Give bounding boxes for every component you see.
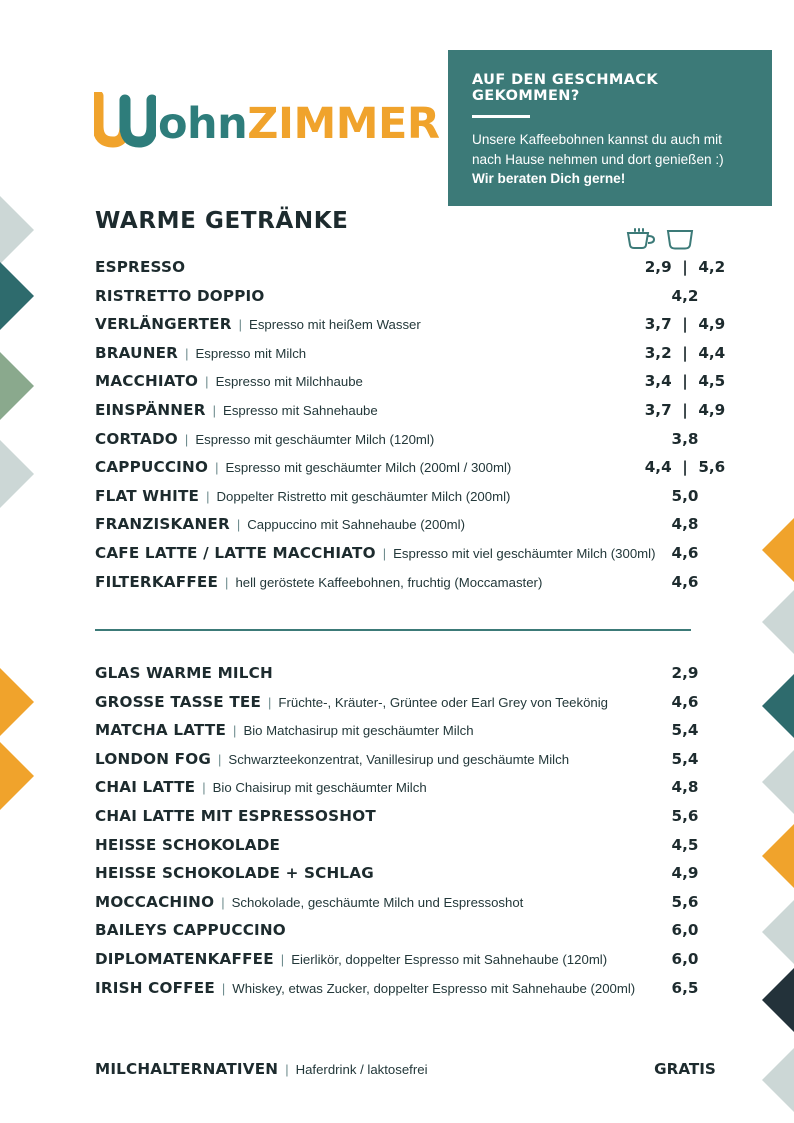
menu-item-price: 3,8 [671, 429, 699, 448]
chevron-shape [762, 672, 794, 740]
menu-item-separator: | [236, 517, 241, 533]
promo-line-1: Unsere Kaffeebohnen kannst du auch mit [472, 132, 722, 147]
promo-divider [472, 115, 530, 118]
chevron-shape [0, 352, 34, 420]
chevron-shape [0, 742, 34, 810]
menu-list-coffee [95, 258, 726, 601]
menu-item-name: CHAI LATTE [95, 778, 196, 797]
menu-item-description: Cappuccino mit Sahnehaube (200ml) [247, 517, 465, 533]
menu-item-separator: | [225, 574, 229, 590]
menu-item-price: 2,9 | 4,2 [644, 258, 726, 276]
menu-item-row [95, 315, 726, 344]
menu-item-description: Espresso mit Sahnehaube [223, 402, 378, 418]
menu-item-separator: | [221, 894, 225, 910]
menu-item-name: CAFE LATTE / LATTE MACCHIATO [95, 543, 376, 562]
menu-item-separator: | [285, 1062, 289, 1077]
chevron-shape [0, 196, 34, 264]
menu-item-row [95, 949, 699, 979]
menu-item-name: RISTRETTO DOPPIO [95, 286, 265, 305]
menu-item-name: BRAUNER [95, 343, 179, 362]
menu-item-description: Früchte-, Kräuter-, Grüntee oder Earl Grey von Teekönig [278, 694, 609, 710]
section-divider [95, 629, 691, 631]
menu-item-row [95, 1060, 716, 1089]
menu-item-row [95, 692, 699, 722]
menu-item-price: 3,4 | 4,5 [644, 372, 726, 391]
menu-item-description: Doppelter Ristretto mit geschäumter Milch (200ml) [216, 488, 511, 504]
menu-item-row [95, 286, 699, 316]
menu-item-row [95, 515, 699, 544]
menu-item-description: Bio Matchasirup mit geschäumter Milch [243, 723, 474, 739]
menu-item-description: Whiskey, etwas Zucker, doppelter Espresso mit Sahnehaube (200ml) [232, 980, 636, 996]
menu-item-description: hell geröstete Kaffeebohnen, fruchtig (Moccamaster) [235, 574, 543, 590]
menu-item-row [95, 978, 699, 1008]
menu-item-description: Haferdrink / laktosefrei [295, 1062, 428, 1077]
menu-item-description: Eierlikör, doppelter Espresso mit Sahnehaube (120ml) [291, 951, 608, 967]
menu-item-price: 2,9 [671, 664, 699, 682]
menu-item-price: 5,6 [671, 806, 699, 825]
menu-item-separator: | [205, 374, 209, 390]
menu-item-name: CHAI LATTE MIT ESPRESSOSHOT [95, 806, 376, 825]
menu-item-name: EINSPÄNNER [95, 400, 206, 419]
menu-item-row [95, 486, 699, 516]
menu-item-row [95, 400, 726, 430]
menu-item-row [95, 778, 699, 807]
menu-item-row [95, 458, 726, 487]
menu-item-separator: | [202, 780, 206, 796]
menu-item-description: Espresso mit geschäumter Milch (200ml / 300ml) [225, 460, 512, 476]
menu-item-name: MATCHA LATTE [95, 721, 227, 740]
menu-item-row [95, 343, 726, 373]
logo [94, 92, 440, 150]
menu-item-separator: | [382, 545, 387, 561]
menu-item-description: Bio Chaisirup mit geschäumter Milch [212, 780, 427, 796]
page-title: WARME GETRÄNKE [95, 208, 349, 234]
menu-item-separator: | [238, 317, 243, 333]
menu-item-price: 5,4 [671, 721, 699, 740]
chevron-shape [762, 822, 794, 890]
menu-item-price: 3,2 | 4,4 [644, 343, 726, 362]
menu-item-description: Espresso mit geschäumter Milch (120ml) [195, 431, 435, 447]
menu-item-separator: | [233, 723, 237, 739]
menu-item-price: 5,6 [671, 892, 699, 911]
menu-item-price: 6,0 [671, 921, 699, 940]
promo-box [448, 50, 772, 206]
menu-item-row [95, 372, 726, 401]
chevron-shape [762, 898, 794, 966]
menu-item-name: MACCHIATO [95, 372, 199, 391]
menu-item-price: 5,4 [671, 749, 699, 768]
menu-item-price: 3,7 | 4,9 [644, 400, 726, 419]
menu-item-price: 4,9 [671, 864, 699, 883]
large-cup-icon [668, 231, 692, 249]
menu-item-name: FLAT WHITE [95, 486, 200, 505]
menu-item-description: Espresso mit heißem Wasser [249, 317, 421, 333]
menu-item-row [95, 892, 699, 922]
menu-item-row [95, 921, 699, 950]
chevron-shape [762, 588, 794, 656]
promo-title: AUF DEN GESCHMACK GEKOMMEN? [472, 72, 658, 104]
menu-item-row [95, 429, 699, 459]
menu-item-description: Schokolade, geschäumte Milch und Espressoshot [231, 894, 524, 910]
menu-item-price: 3,7 | 4,9 [644, 315, 726, 334]
small-cup-icon [628, 229, 654, 248]
menu-item-price: 4,5 [671, 835, 699, 854]
menu-item-price: 4,8 [671, 778, 699, 797]
cup-size-icons [622, 228, 698, 252]
chevron-shape [0, 262, 34, 330]
menu-item-description: Espresso mit Milchhaube [215, 374, 363, 390]
menu-item-name: IRISH COFFEE [95, 978, 215, 997]
menu-item-separator: | [221, 980, 226, 996]
menu-item-row [95, 543, 699, 573]
menu-item-name: DIPLOMATENKAFFEE [95, 949, 274, 968]
menu-item-row [95, 664, 699, 693]
menu-item-separator: | [218, 751, 222, 767]
menu-item-row [95, 721, 699, 750]
menu-list-extras [95, 1060, 716, 1089]
menu-item-price: 4,4 | 5,6 [644, 458, 726, 477]
menu-item-separator: | [206, 488, 210, 504]
menu-item-name: GLAS WARME MILCH [95, 664, 273, 682]
menu-item-separator: | [185, 345, 189, 361]
menu-item-description: Espresso mit Milch [195, 345, 307, 361]
menu-item-price: 5,0 [671, 486, 699, 505]
menu-item-row [95, 572, 699, 602]
menu-item-price: 4,2 [671, 286, 699, 305]
menu-item-price: 4,6 [671, 572, 699, 591]
menu-item-row [95, 258, 726, 287]
logo-text-part1: ohn [158, 99, 248, 149]
chevron-shape [762, 516, 794, 584]
menu-item-price: 4,8 [671, 515, 699, 534]
menu-item-price: GRATIS [654, 1060, 716, 1078]
promo-line-3: Wir beraten Dich gerne! [472, 171, 626, 187]
chevron-shape [762, 748, 794, 816]
menu-item-name: LONDON FOG [95, 749, 212, 768]
logo-text-part2: ZIMMER [247, 99, 440, 149]
menu-item-description: Espresso mit viel geschäumter Milch (300ml) [393, 545, 656, 561]
menu-item-name: HEISSE SCHOKOLADE [95, 835, 281, 854]
menu-item-name: MOCCACHINO [95, 892, 215, 911]
menu-item-name: BAILEYS CAPPUCCINO [95, 921, 286, 940]
menu-item-name: CORTADO [95, 429, 178, 448]
chevron-shape [0, 440, 34, 508]
menu-item-name: CAPPUCCINO [95, 458, 209, 477]
menu-item-name: ESPRESSO [95, 258, 186, 276]
promo-body [472, 130, 748, 189]
menu-item-name: MILCHALTERNATIVEN [95, 1060, 279, 1078]
w-mark-icon [94, 92, 156, 150]
menu-item-price: 4,6 [671, 543, 699, 562]
chevron-shape [0, 668, 34, 736]
menu-item-name: FRANZISKANER [95, 515, 230, 534]
menu-item-name: VERLÄNGERTER [95, 315, 232, 334]
chevron-shape [762, 966, 794, 1034]
menu-item-row [95, 835, 699, 865]
menu-item-separator: | [212, 402, 217, 418]
menu-item-row [95, 749, 699, 779]
logo-text [158, 99, 440, 149]
menu-item-description: Schwarzteekonzentrat, Vanillesirup und geschäumte Milch [228, 751, 570, 767]
menu-item-price: 6,0 [671, 949, 699, 968]
menu-item-name: HEISSE SCHOKOLADE + SCHLAG [95, 864, 374, 883]
promo-line-2: nach Hause nehmen und dort genießen :) [472, 151, 724, 167]
menu-item-price: 6,5 [671, 978, 699, 997]
menu-item-separator: | [184, 431, 189, 447]
menu-item-name: GROSSE TASSE TEE [95, 692, 262, 711]
menu-list-other-drinks [95, 664, 699, 1007]
menu-item-separator: | [215, 460, 219, 476]
menu-item-name: FILTERKAFFEE [95, 572, 219, 591]
menu-item-separator: | [280, 951, 285, 967]
menu-item-separator: | [268, 694, 272, 710]
chevron-shape [762, 1046, 794, 1114]
menu-item-price: 4,6 [671, 692, 699, 711]
menu-item-row [95, 806, 699, 836]
menu-item-row [95, 864, 699, 893]
